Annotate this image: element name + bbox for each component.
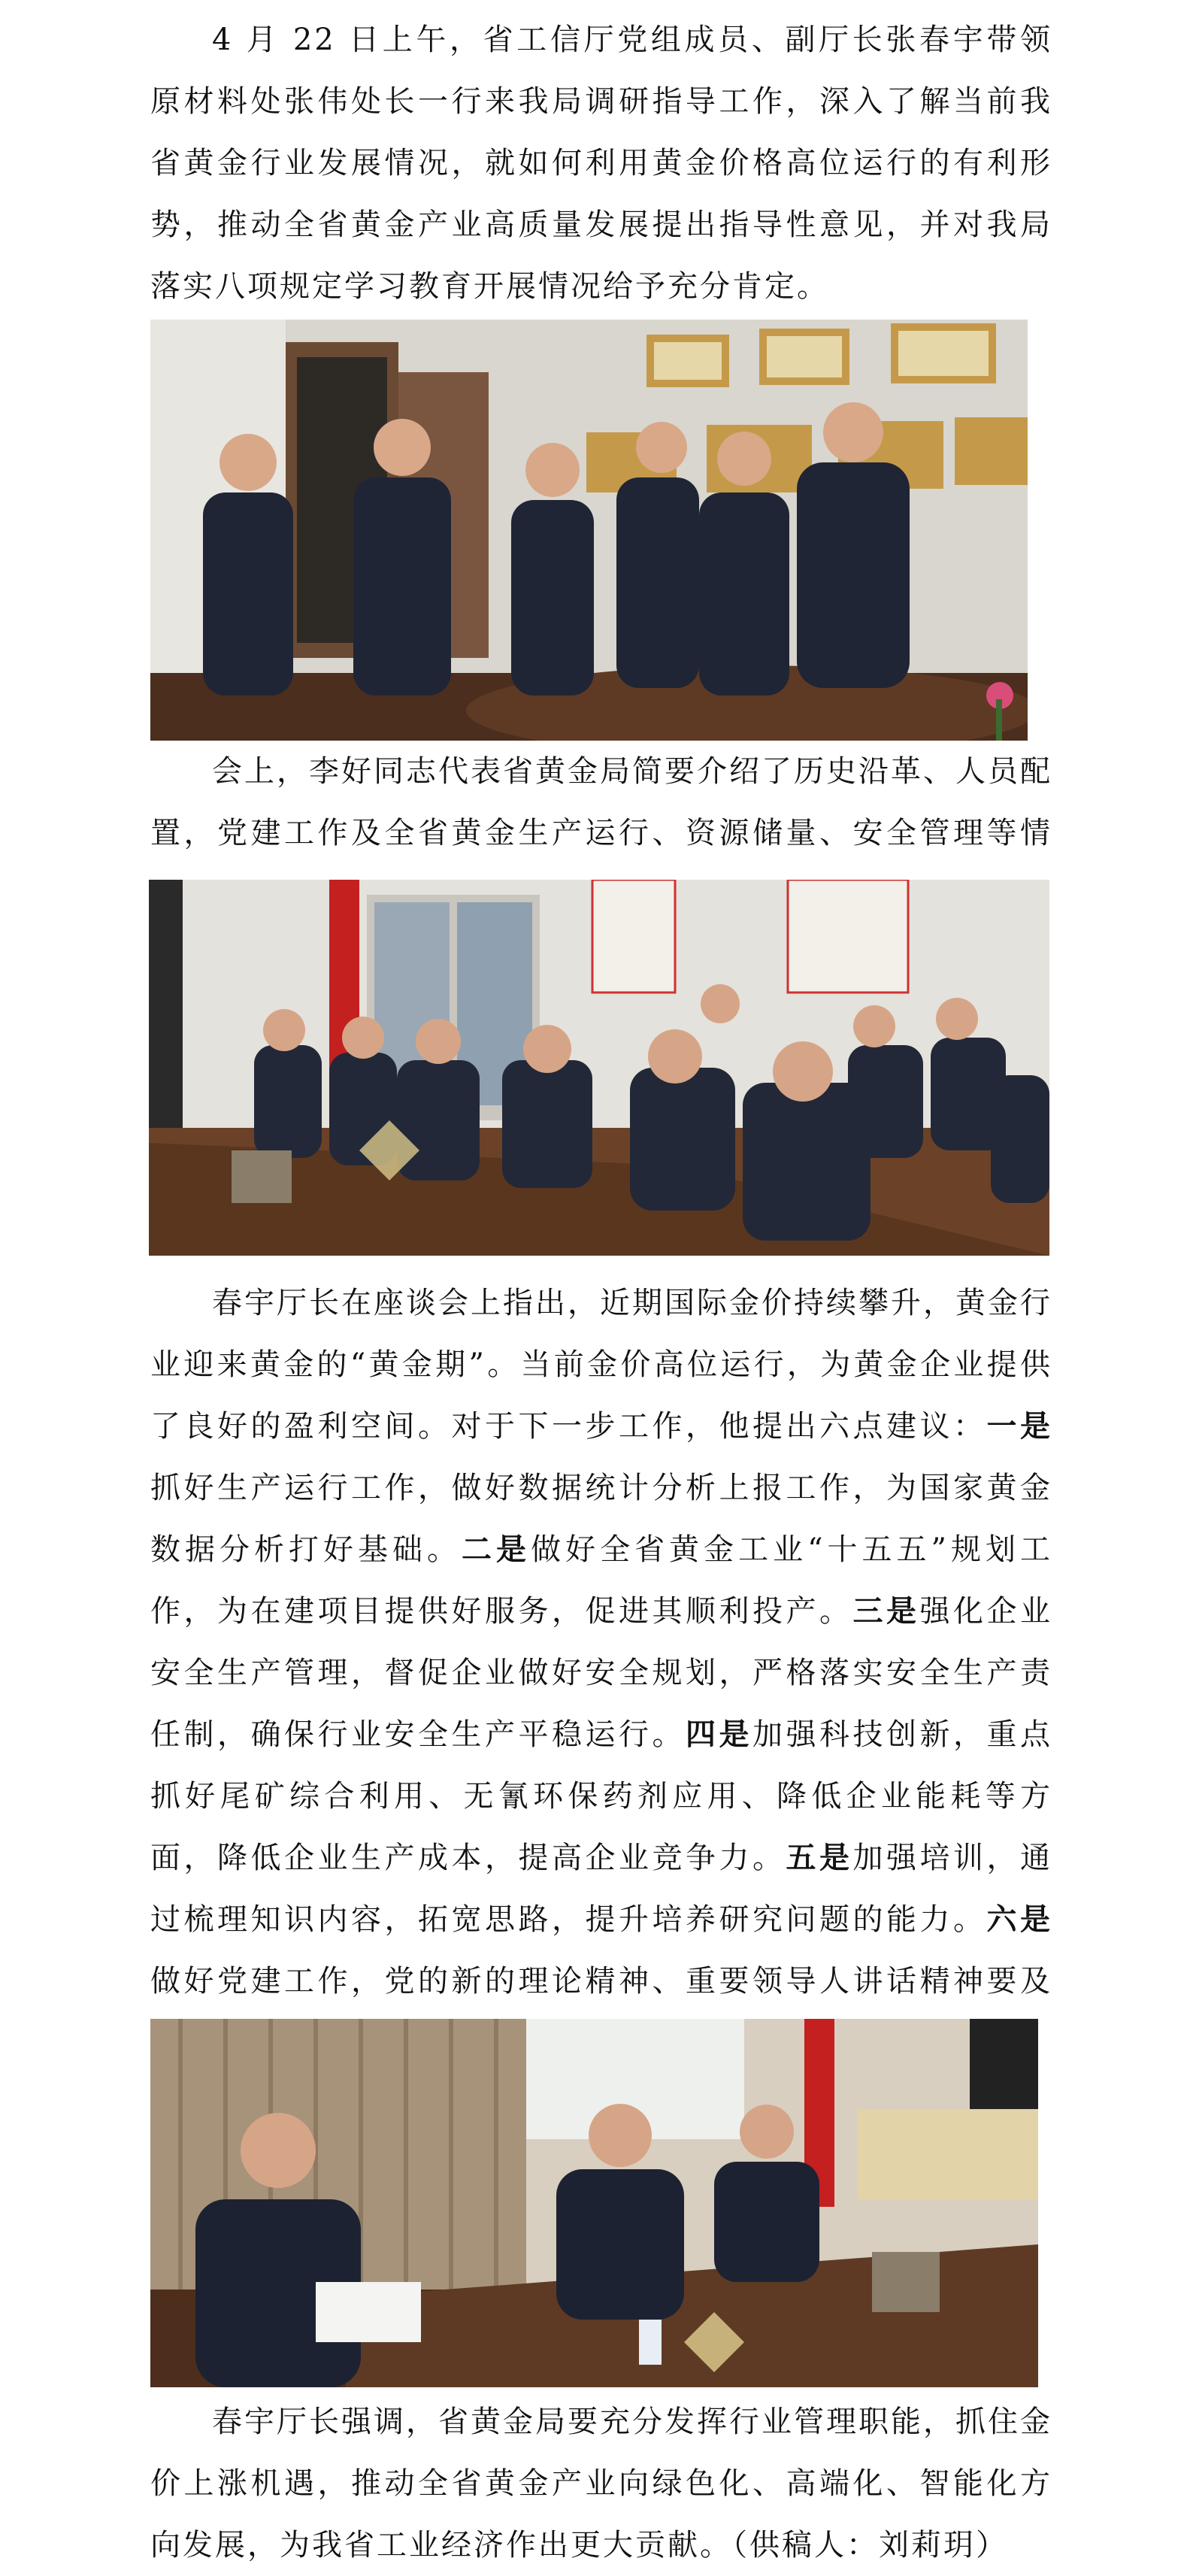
paragraph-closing [150,2391,1052,2576]
suggestion-6-label: 六是 [986,1902,1052,1937]
photo-discussion-image [150,2019,1038,2387]
suggestion-5-label: 五是 [786,1840,853,1875]
photo-inspection-visit [150,320,1028,741]
photo-meeting-room [149,880,1049,1256]
suggestions-intro: 春宇厅长在座谈会上指出，近期国际金价持续攀升，黄金行业迎来黄金的“黄金期”。当前金价高位运行，为黄金企业提供了良好的盈利空间。对于下一步工作，他提出六点建议： [150,1286,1052,1444]
suggestion-5-text: 加强培训，通过梳理知识内容，拓宽思路，提升培养研究问题的能力。 [150,1841,1052,1937]
paragraph-six-suggestions [150,1272,1052,2074]
suggestion-3-text: 强化企业安全生产管理，督促企业做好安全规划，严格落实安全生产责任制，确保行业安全生产平稳运行。 [150,1594,1052,1752]
suggestion-1-text: 抓好生产运行工作，做好数据统计分析上报工作，为国家黄金数据分析打好基础。 [150,1471,1052,1567]
suggestion-1-label: 一是 [986,1408,1052,1444]
photo-discussion [150,2019,1038,2387]
paragraph-text: 4 月 22 日上午，省工信厅党组成员、副厅长张春宇带领原材料处张伟处长一行来我局调研指导工作，深入了解当前我省黄金行业发展情况，就如何利用黄金价格高位运行的有利形势，推动全省黄金产业高质量发展提出指导性意见，并对我局落实八项规定学习教育开展情况给予充分肯定。 [150,23,1052,304]
suggestion-4-text: 加强科技创新，重点抓好尾矿综合利用、无氰环保药剂应用、降低企业能耗等方面，降低企业生产成本，提高企业竞争力。 [150,1717,1052,1875]
suggestion-4-label: 四是 [686,1717,752,1752]
paragraph-text: 会上，李好同志代表省黄金局简要介绍了历史沿革、人员配置，党建工作及全省黄金生产运行、资源储量、安全管理等情 [150,754,1052,850]
suggestion-3-label: 三是 [852,1593,920,1629]
photo-meeting-room-image [149,880,1049,1256]
photo-inspection-visit-image [150,320,1028,741]
suggestion-2-label: 二是 [462,1532,531,1567]
suggestion-2-text: 做好全省黄金工业“十五五”规划工作，为在建项目提供好服务，促进其顺利投产。 [150,1532,1053,1629]
paragraph-visit-intro [150,9,1052,317]
suggestion-6-text: 做好党建工作，党的新的理论精神、重要领导人讲话精神要及 [150,1964,1052,1999]
paragraph-text: 春宇厅长强调，省黄金局要充分发挥行业管理职能，抓住金价上涨机遇，推动全省黄金产业向绿色化、高端化、智能化方向发展，为我省工业经济作出更大贡献。（供稿人：刘莉玥） [150,2405,1052,2562]
paragraph-text [150,1272,1052,2074]
